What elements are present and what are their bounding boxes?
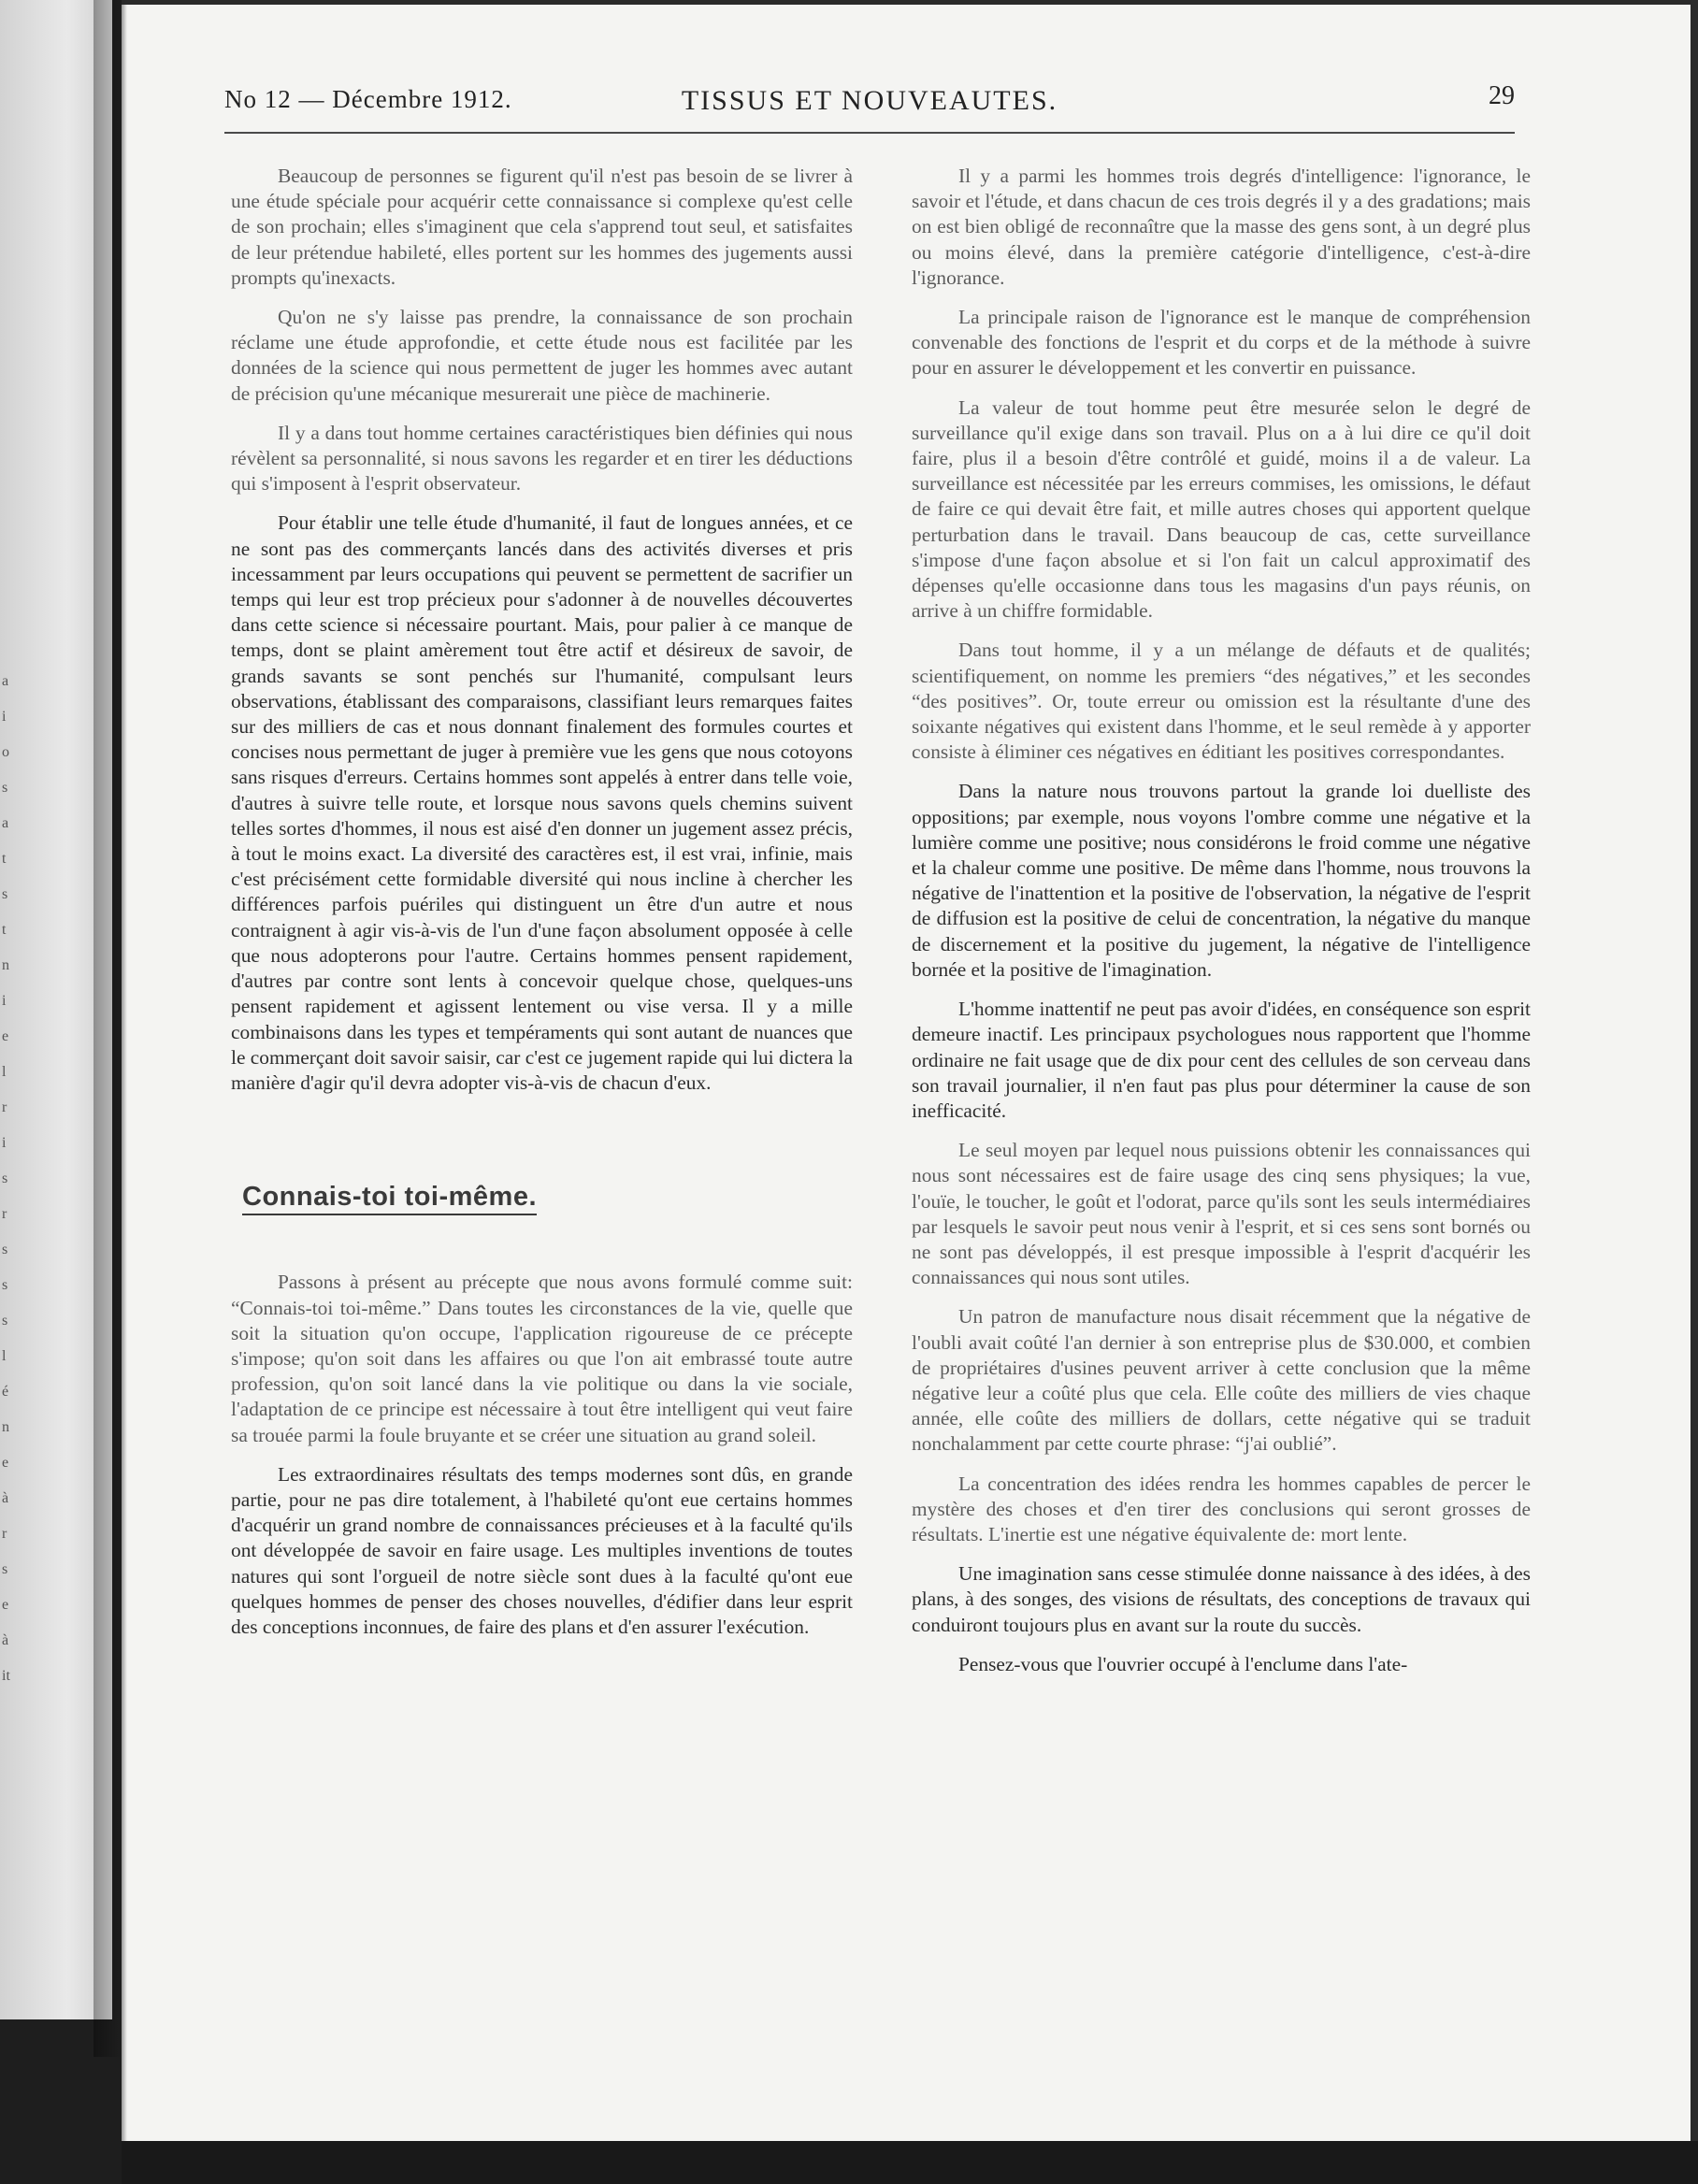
- paragraph: Pour établir une telle étude d'humanité, il faut de longues années, et ce ne sont pas des commerçants lancés dans des activités diverses et pris incessamment par leurs occupations qui peuvent se permettent de sacrifier un temps qui leur est trop précieux pour s'adonner à de nouvelles découvertes dans cette science si nécessaire pourtant. Mais, pour palier à ce manque de temps, dont se plaint amèrement tout être actif et désireux de savoir, de grands savants se sont penchés sur l'humanité, compulsant leurs observations, établissant des comparaisons, classifiant leurs remarques faites sur des milliers de cas et nous donnant finalement des formules courtes et concises nous permettant de juger à première vue les gens que nous cotoyons sans risques d'erreurs. Certains hommes sont appelés à entrer dans telle voie, d'autres à suivre telle route, et lorsque nous savons quels chemins suivent telles sortes d'hommes, il nous est aisé d'en donner un jugement assez précis, à tout le moins exact. La diversité des caractères est, il est vrai, infinie, mais c'est précisément cette formidable diversité qui nous incline à chercher les différences parfois puériles qui distinguent un être d'un autre et nous contraignent à agir vis-à-vis de l'un d'une façon absolument opposée à celle que nous adopterons pour l'autre. Certains hommes pensent rapidement, d'autres par contre sont lents à concevoir quelque chose, quelques-uns pensent rapidement et agissent lentement ou vise versa. Il y a mille combinaisons dans les types et tempéraments qui sont autant de nuances que le commerçant doit savoir saisir, car c'est ce jugement rapide qui lui dictera la manière d'agir qu'il devra adopter vis-à-vis de chacun d'eux.: [231, 511, 853, 1094]
- paragraph: Il y a dans tout homme certaines caractéristiques bien définies qui nous révèlent sa personnalité, si nous savons les regarder et en tirer les déductions qui s'imposent à l'esprit observateur.: [231, 421, 853, 496]
- edge-letter: l: [2, 1064, 7, 1080]
- edge-letter: é: [2, 1384, 9, 1400]
- paragraph: Dans tout homme, il y a un mélange de défauts et de qualités; scientifiquement, on nomme les premiers “des négatives,” et les secondes “des positives”. Or, toute erreur ou omission est la résultante d'une des soixante négatives qui existent dans l'homme, et le seul remède à y apporter consiste à éliminer ces négatives en éditiant les positives correspondantes.: [912, 639, 1531, 764]
- edge-letter: s: [2, 1313, 8, 1329]
- edge-letter: r: [2, 1099, 7, 1115]
- edge-letter: e: [2, 1597, 9, 1613]
- section-heading: Connais-toi toi-même.: [242, 1185, 537, 1215]
- magazine-page: [122, 0, 1691, 2146]
- edge-letter: i: [2, 709, 7, 725]
- scan-bottom-edge: [122, 2141, 1698, 2184]
- issue-date: No 12 — Décembre 1912.: [224, 85, 512, 113]
- paragraph: Pensez-vous que l'ouvrier occupé à l'enclume dans l'ate-: [958, 1652, 1408, 1675]
- edge-letter: s: [2, 1171, 8, 1186]
- edge-letter: r: [2, 1526, 7, 1542]
- edge-letter: o: [2, 744, 9, 760]
- paragraph: Passons à présent au précepte que nous avons formulé comme suit: “Connais-toi toi-même.” Dans toutes les circonstances de la vie, quelle que soit la situation qu'on occupe, l'application rigoureuse de ce précepte s'impose; qu'on soit dans les affaires ou que l'on ait embrassé toute autre profession, qu'on soit lancé dans la vie politique ou dans la vie sociale, l'adaptation de ce principe est nécessaire à tout être intelligent qui veut faire sa trouée parmi la foule bruyante et se créer une situation au grand soleil.: [231, 1271, 853, 1446]
- paragraph: L'homme inattentif ne peut pas avoir d'idées, en conséquence son esprit demeure inactif. Les principaux psychologues nous rapportent que l'homme ordinaire ne fait usage que de dix pour cent des cellules de son cerveau dans son travail journalier, il n'en faut pas plus pour déterminer la cause de son inefficacité.: [912, 998, 1531, 1122]
- edge-letter: n: [2, 1419, 9, 1435]
- paragraph: Il y a parmi les hommes trois degrés d'intelligence: l'ignorance, le savoir et l'étude, et dans chacun de ces trois degrés il y a des gradations; mais on est bien obligé de reconnaître que la masse des gens sont, à un degré plus ou moins élevé, dans la première catégorie d'intelligence, c'est-à-dire l'ignorance.: [912, 165, 1532, 289]
- page-fold: [122, 5, 127, 2146]
- paragraph: Qu'on ne s'y laisse pas prendre, la connaissance de son prochain réclame une étude approfondie, et cette étude nous est facilitée par les données de la science qui nous permettent de juger les hommes avec autant de précision qu'une mécanique mesurerait une pièce de machinerie.: [231, 306, 853, 405]
- running-header: [224, 81, 1515, 134]
- edge-letter: s: [2, 886, 8, 902]
- page-number: 29: [1489, 81, 1515, 110]
- edge-letter: s: [2, 780, 8, 796]
- left-column: [231, 164, 853, 1654]
- edge-letter: r: [2, 1206, 7, 1222]
- paragraph: Le seul moyen par lequel nous puissions obtenir les connaissances qui nous sont nécessaires est de faire usage des cinq sens physiques; la vue, l'ouïe, le toucher, le goût et l'odorat, parce qu'ils sont les seuls intermédiaires par lesquels le savoir peut nous venir à l'esprit, et si ces sens sont bornés ou ne sont pas développés, il est presque impossible à l'esprit d'acquérir les connaissances qui nous sont utiles.: [912, 1139, 1531, 1289]
- right-column: [912, 164, 1531, 1691]
- edge-letter: à: [2, 1490, 9, 1506]
- paragraph: La principale raison de l'ignorance est le manque de compréhension convenable des fonctions de l'esprit et du corps et de la méthode à suivre pour en assurer le développement et les convertir en puissance.: [912, 306, 1531, 380]
- edge-letter: s: [2, 1277, 8, 1293]
- paragraph: La valeur de tout homme peut être mesurée selon le degré de surveillance qu'il exige dans son travail. Plus on a à lui dire ce qu'il doit faire, plus il a besoin d'être contrôlé et guidé, moins il a de valeur. La surveillance est nécessitée par les erreurs commises, les omissions, le défaut de faire ce qui devait être fait, et mille autres choses qui apportent quelque perturbation dans le travail. Dans beaucoup de cas, cette surveillance s'impose d'une façon absolue et si l'on fait un calcul approximatif des dépenses qu'elle occasionne dans tous les magasins d'un pays réunis, on arrive à un chiffre formidable.: [912, 395, 1531, 623]
- edge-letter: s: [2, 1561, 8, 1577]
- edge-letter: n: [2, 957, 9, 973]
- edge-letter: a: [2, 815, 9, 831]
- edge-letter: à: [2, 1632, 9, 1648]
- edge-letter: i: [2, 993, 7, 1009]
- edge-letter: t: [2, 851, 7, 867]
- edge-letter: s: [2, 1242, 8, 1257]
- paragraph: Dans la nature nous trouvons partout la grande loi duelliste des oppositions; par exemple, nous voyons l'ombre comme une négative et la lumière comme une positive; nous considérons le froid comme une négative et la chaleur comme une positive. De même dans l'homme, nous trouvons la négative de l'inattention et la positive de l'observation, la négative de l'esprit de diffusion est la positive de celui de concentration, la négative du manque de discernement et la positive du jugement, la négative de l'intelligence bornée et la positive de l'imagination.: [912, 780, 1531, 981]
- paragraph: Un patron de manufacture nous disait récemment que la négative de l'oubli avait coûté l'an dernier à son entreprise plus de $30.000, et combien de propriétaires d'usines peuvent arriver à cette conclusion que la même négative leur a coûté plus que cela. Elle coûte des milliers de vies chaque année, elle coûte des milliers de dollars, cette négative qui se traduit nonchalamment par cette courte phrase: “j'ai oublié”.: [912, 1305, 1531, 1456]
- edge-letter: i: [2, 1135, 7, 1151]
- edge-letter: t: [2, 922, 7, 938]
- edge-letter: e: [2, 1028, 9, 1044]
- paragraph: La concentration des idées rendra les hommes capables de percer le mystère des choses et d'en tirer des conclusions qui seront grosses de résultats. L'inertie est une négative équivalente de: mort lente.: [912, 1472, 1531, 1545]
- paragraph: Beaucoup de personnes se figurent qu'il n'est pas besoin de se livrer à une étude spéciale pour acquérir cette connaissance si complexe qu'est celle de son prochain; elles s'imaginent que cela s'apprend tout seul, et satisfaites de leur prétendue habileté, elles portent sur les hommes des jugements aussi prompts qu'inexacts.: [231, 165, 853, 289]
- edge-letter: it: [2, 1668, 10, 1684]
- edge-letter: a: [2, 673, 9, 689]
- paragraph: Une imagination sans cesse stimulée donne naissance à des idées, à des plans, à des songes, des visions de résultats, des conceptions de travaux qui conduiront toujours plus en avant sur la route du succès.: [912, 1562, 1531, 1636]
- publication-title: TISSUS ET NOUVEAUTES.: [681, 85, 1058, 116]
- edge-letter: l: [2, 1348, 7, 1364]
- edge-letter: e: [2, 1455, 9, 1471]
- paragraph: Les extraordinaires résultats des temps modernes sont dûs, en grande partie, pour ne pas dire totalement, à l'habileté qu'ont eue certains hommes d'acquérir un grand nombre de connaissances précieuses et à la faculté qu'ils ont développée de savoir en faire usage. Les multiples inventions de toutes natures qui sont l'orgueil de notre siècle sont dues à la faculté qu'ont eue quelques hommes de penser des choses nouvelles, d'édifier dans leur esprit des conceptions inconnues, de faire des plans et d'en assurer l'exécution.: [231, 1462, 853, 1638]
- gutter-shadow: [94, 0, 122, 2057]
- scan-right-edge: [1691, 0, 1698, 2141]
